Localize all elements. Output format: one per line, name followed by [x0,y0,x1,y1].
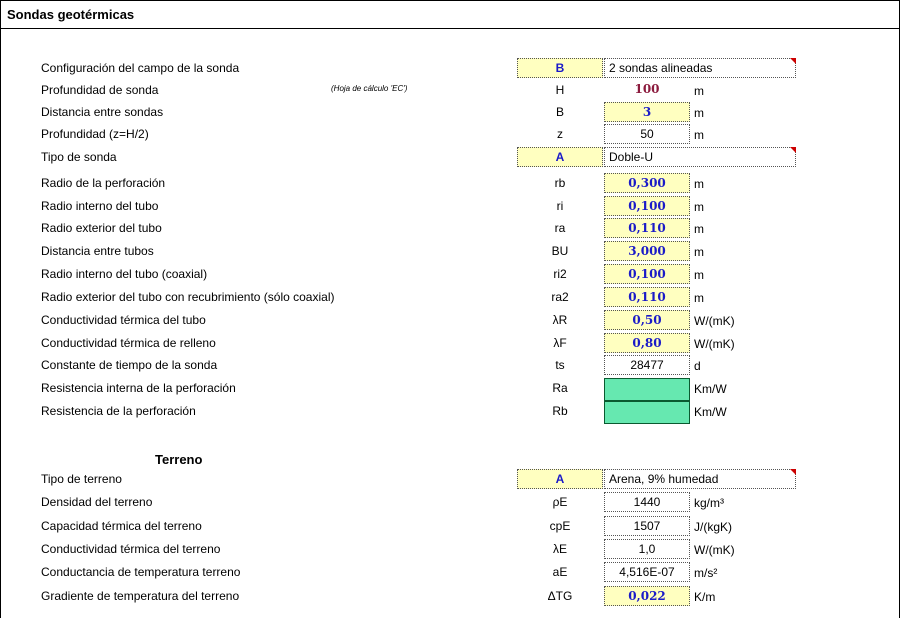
row-label: Distancia entre tubos [41,244,154,258]
profundidad-z-value: 50 [604,124,690,144]
row-label: Resistencia interna de la perforación [41,381,236,395]
row-conductancia-terreno [1,561,899,583]
resistencia-interna-output [604,378,690,401]
row-unit: m [694,84,704,98]
row-radio-perforacion [1,172,899,194]
conductividad-tubo-input[interactable]: 0,50 [604,310,690,330]
tipo-sonda-code-select[interactable]: A [517,147,603,167]
row-resistencia-interna [1,377,899,399]
row-label: Constante de tiempo de la sonda [41,358,218,372]
row-symbol: λR [552,313,568,327]
row-conductividad-terreno [1,538,899,560]
row-unit: m [694,128,704,142]
row-densidad-terreno [1,491,899,513]
comment-marker-icon [790,469,796,475]
row-unit: Km/W [694,405,727,419]
row-symbol: Ra [552,381,568,395]
row-unit: W/(mK) [694,543,735,557]
row-symbol: cpE [549,519,571,533]
row-symbol: rb [554,176,566,190]
row-symbol: ρE [552,495,568,509]
title-bar [1,1,899,29]
row-unit: m [694,106,704,120]
tipo-terreno-description: Arena, 9% humedad [604,469,796,489]
radio-exterior-coaxial-input[interactable]: 0,110 [604,287,690,307]
row-symbol: ΔTG [547,589,573,603]
row-unit: K/m [694,590,716,604]
row-symbol: Rb [552,404,568,418]
row-unit: J/(kgK) [694,520,733,534]
row-label: Configuración del campo de la sonda [41,61,240,75]
row-distancia-sondas [1,101,899,123]
sheet-title: Sondas geotérmicas [7,7,135,22]
row-symbol: BU [551,244,569,258]
config-code-select[interactable]: B [517,58,603,78]
row-unit: m [694,177,704,191]
radio-interno-input[interactable]: 0,100 [604,196,690,216]
row-label: Conductividad térmica de relleno [41,336,216,350]
row-label: Tipo de sonda [41,150,117,164]
row-label: Tipo de terreno [41,472,122,486]
row-distancia-tubos [1,240,899,262]
row-constante-tiempo [1,354,899,376]
row-tipo-terreno [1,468,899,490]
row-unit: m [694,268,704,282]
row-symbol: ra [554,221,566,235]
row-label: Radio interno del tubo [41,199,159,213]
row-profundidad [1,79,899,101]
radio-exterior-input[interactable]: 0,110 [604,218,690,238]
row-label: Conductancia de temperatura terreno [41,565,241,579]
row-label: Radio de la perforación [41,176,166,190]
row-label: Profundidad (z=H/2) [41,127,149,141]
profundidad-value: 100 [634,82,660,96]
row-label: Conductividad térmica del tubo [41,313,206,327]
row-capacidad-terreno [1,515,899,537]
conductancia-terreno-value: 4,516E-07 [604,562,690,582]
resistencia-perforacion-output [604,401,690,424]
row-label: Radio exterior del tubo [41,221,162,235]
tipo-sonda-description: Doble-U [604,147,796,167]
row-unit: kg/m³ [694,496,724,510]
row-label: Conductividad térmica del terreno [41,542,221,556]
capacidad-terreno-value: 1507 [604,516,690,536]
row-symbol: B [555,105,564,119]
conductividad-relleno-input[interactable]: 0,80 [604,333,690,353]
comment-marker-icon [790,58,796,64]
row-unit: m [694,200,704,214]
row-unit: m [694,222,704,236]
row-label: Gradiente de temperatura del terreno [41,589,240,603]
densidad-terreno-value: 1440 [604,492,690,512]
row-radio-interno [1,195,899,217]
row-conductividad-tubo [1,309,899,331]
row-symbol: H [555,83,565,97]
row-symbol: aE [552,565,568,579]
row-label: Radio interno del tubo (coaxial) [41,267,208,281]
distancia-tubos-input[interactable]: 3,000 [604,241,690,261]
row-radio-interno-coaxial [1,263,899,285]
section-title-terreno: Terreno [155,452,203,467]
constante-tiempo-value: 28477 [604,355,690,375]
row-symbol: z [557,127,563,141]
row-label: Profundidad de sonda [41,83,159,97]
row-symbol: λF [553,336,567,350]
row-label: Densidad del terreno [41,495,153,509]
row-symbol: ri2 [553,267,567,281]
row-radio-exterior [1,217,899,239]
comment-marker-icon [790,147,796,153]
row-label: Capacidad térmica del terreno [41,519,202,533]
row-unit: W/(mK) [694,314,735,328]
row-gradiente-terreno [1,585,899,607]
row-unit: m [694,245,704,259]
row-unit: d [694,359,701,373]
row-profundidad-z [1,123,899,145]
row-resistencia-perforacion [1,400,899,422]
row-unit: m/s² [694,566,718,580]
row-unit: Km/W [694,382,727,396]
row-label: Radio exterior del tubo con recubrimiento (sólo coaxial) [41,290,335,304]
row-configuracion [1,57,899,79]
row-unit: W/(mK) [694,337,735,351]
gradiente-terreno-input[interactable]: 0,022 [604,586,690,606]
sheet-reference-note: (Hoja de cálculo 'EC') [331,84,408,93]
distancia-sondas-input[interactable]: 3 [604,102,690,122]
row-label: Distancia entre sondas [41,105,164,119]
row-symbol: ra2 [551,290,569,304]
config-description: 2 sondas alineadas [604,58,796,78]
row-tipo-sonda [1,146,899,168]
row-conductividad-relleno [1,332,899,354]
row-symbol: ri [556,199,564,213]
row-symbol: ts [555,358,565,372]
radio-perforacion-input[interactable]: 0,300 [604,173,690,193]
conductividad-terreno-value: 1,0 [604,539,690,559]
row-label: Resistencia de la perforación [41,404,196,418]
tipo-terreno-code-select[interactable]: A [517,469,603,489]
row-unit: m [694,291,704,305]
radio-interno-coaxial-input[interactable]: 0,100 [604,264,690,284]
row-symbol: λE [552,542,567,556]
row-radio-exterior-coaxial [1,286,899,308]
